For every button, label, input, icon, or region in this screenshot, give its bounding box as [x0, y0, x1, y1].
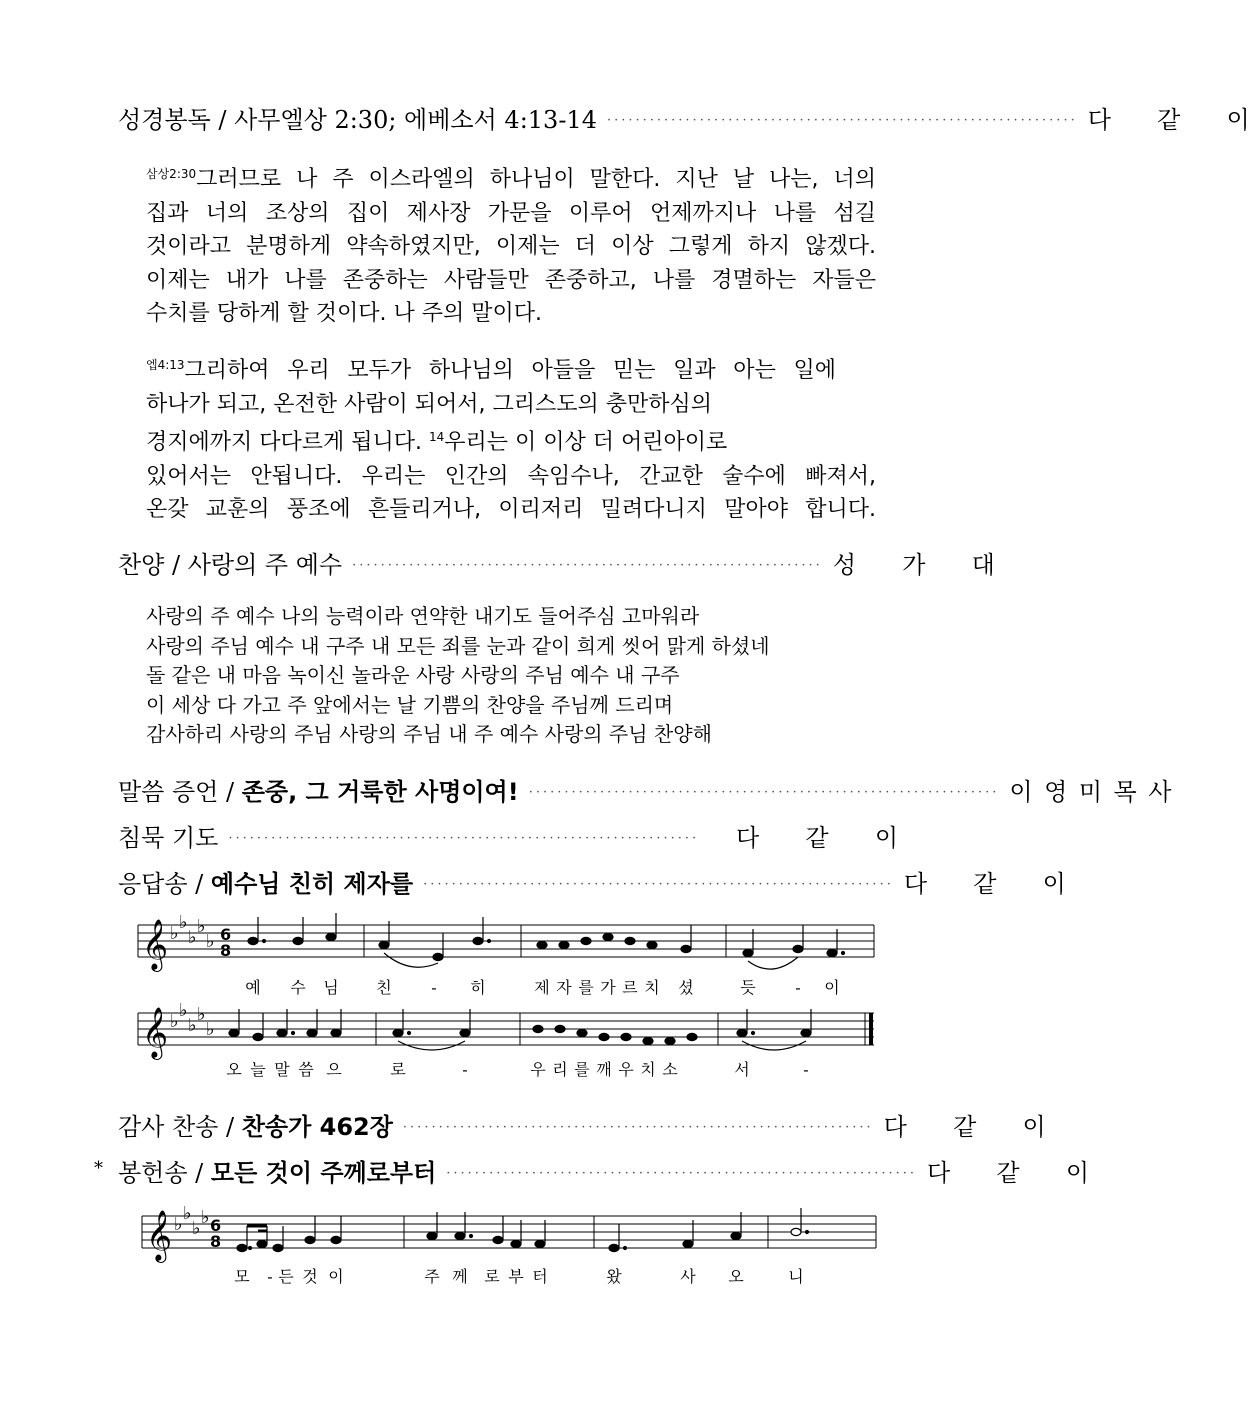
svg-text:가: 가 [600, 978, 616, 997]
svg-text:수: 수 [290, 978, 306, 997]
passage-ephesians: $^{엡4:13}$그리하여 우리 모두가 하나님의 아들을 믿는 일과 아는 일에 하나가 되고, 온전한 사람이 되어서, 그리스도의 충만하심의 경지에까지 다다르게 됩니다. $^{14}$우리는 이 이상 더 어린아이로 있어서는 안됩니다. 우리는 인간의 속임수나, 간교한 술수에 빠져서, 온갖 교훈의 풍조에 흔들리거나, 이리저리 밀려다니지 말아야 합니다. [146, 358, 876, 522]
time-signature [220, 925, 231, 960]
anthem-title: 찬양 / 사랑의 주 예수 [118, 551, 343, 579]
svg-text:부: 부 [508, 1267, 524, 1286]
svg-text:8: 8 [210, 1232, 222, 1251]
sermon-heading: 말씀 증언 / 존중, 그 거룩한 사명이여! ·································································· 이 영 미 목 사 [118, 772, 898, 807]
svg-text:사: 사 [680, 1267, 696, 1286]
svg-text:셨: 셨 [678, 978, 694, 997]
svg-text:-: - [267, 1267, 273, 1286]
svg-text:치: 치 [640, 1060, 656, 1079]
svg-text:-: - [803, 1060, 809, 1079]
svg-text:-: - [795, 978, 801, 997]
leader-dots: ·································································· [228, 831, 700, 846]
prayer-title: 침묵 기도 [118, 824, 219, 852]
svg-text:♭: ♭ [179, 1000, 188, 1021]
svg-text:♭: ♭ [183, 1203, 192, 1224]
svg-text:오: 오 [728, 1267, 744, 1286]
thanks-leader: 다 같 이 [883, 1113, 1046, 1141]
final-barline [869, 1013, 873, 1045]
svg-text:이: 이 [824, 978, 840, 997]
svg-text:♭: ♭ [197, 916, 206, 937]
sermon-title: 존중, 그 거룩한 사명이여! [241, 778, 519, 806]
verse-ref: 엡4:13 [146, 358, 185, 372]
offering-leader: 다 같 이 [927, 1159, 1090, 1187]
lyric-row [226, 1060, 808, 1079]
svg-text:♭: ♭ [206, 931, 215, 952]
svg-text:♭: ♭ [179, 912, 188, 933]
offering-heading: 봉헌송 / 모든 것이 주께로부터 ·································································· 다 같 이 [118, 1153, 898, 1188]
leader-dots: ·································································· [528, 785, 1000, 800]
svg-text:♭: ♭ [170, 1011, 179, 1032]
svg-text:늘: 늘 [250, 1060, 266, 1079]
svg-text:든: 든 [278, 1267, 294, 1286]
svg-text:6: 6 [220, 925, 232, 944]
svg-text:로: 로 [484, 1267, 500, 1286]
verse-ref: 삼상2:30 [146, 167, 197, 181]
anthem-heading [118, 545, 995, 580]
svg-text:터: 터 [532, 1267, 548, 1286]
prayer-leader: 다 같 이 [736, 824, 898, 852]
treble-clef-icon: 𝄞 [146, 1210, 173, 1261]
svg-text:께: 께 [452, 1267, 468, 1286]
svg-text:우: 우 [530, 1060, 546, 1079]
svg-text:님: 님 [323, 978, 339, 997]
svg-text:♭: ♭ [174, 1214, 183, 1235]
svg-text:씀: 씀 [298, 1060, 314, 1079]
svg-text:8: 8 [220, 941, 232, 960]
svg-text:모: 모 [234, 1267, 250, 1286]
response-leader: 다 같 이 [903, 870, 1066, 898]
svg-text:제: 제 [534, 978, 550, 997]
response-title: 예수님 친히 제자를 [210, 870, 414, 898]
passage-samuel: $^{삼상2:30}$그러므로 나 주 이스라엘의 하나님이 말한다. 지난 날 나는, 너의 집과 너의 조상의 집이 제사장 가문을 이루어 언제까지나 나를 섬길 것이라고 분명하게 약속하였지만, 이제는 더 이상 그렇게 하지 않겠다. 이제는 내가 나를 존중하는 사람들만 존중하고, 나를 경멸하는 자들은 수치를 당하게 할 것이다. 나 주의 말이다. [146, 167, 876, 326]
svg-text:니: 니 [788, 1267, 804, 1286]
svg-text:6: 6 [210, 1216, 222, 1235]
offering-title: 모든 것이 주께로부터 [210, 1159, 437, 1187]
key-signature-icon [170, 1000, 215, 1040]
svg-text:♭: ♭ [197, 1004, 206, 1025]
leader-dots: ·································································· [402, 1120, 874, 1135]
standing-mark: * [94, 1158, 103, 1179]
leader-dots: ·································································· [446, 1166, 918, 1181]
thanks-heading: 감사 찬송 / 찬송가 462장 ·································································· 다 같 이 [118, 1107, 898, 1142]
leader-dots: ·································································· [423, 877, 894, 892]
svg-text:를: 를 [578, 978, 594, 997]
response-heading: 응답송 / 예수님 친히 제자를 ·································································· 다 같 이 [118, 864, 898, 899]
key-signature-icon [174, 1203, 210, 1239]
svg-text:♭: ♭ [206, 1019, 215, 1040]
svg-text:를: 를 [574, 1060, 590, 1079]
svg-text:듯: 듯 [740, 978, 756, 997]
svg-text:히: 히 [470, 978, 486, 997]
svg-text:으: 으 [326, 1060, 342, 1079]
slurs [384, 953, 798, 969]
svg-text:오: 오 [226, 1060, 242, 1079]
anthem-lyrics: 사랑의 주 예수 나의 능력이라 연약한 내기도 들어주심 고마워라 사랑의 주님 예수 내 구주 내 모든 죄를 눈과 같이 희게 씻어 맑게 하셨네 돌 같은 내 마음 녹이신 놀라운 사랑 사랑의 주님 예수 내 구주 이 세상 다 가고 주 앞에서는 날 기쁨의 찬양을 주님께 드리며 감사하리 사랑의 주님 사랑의 주님 내 주 예수 사랑의 주님 찬양해 [146, 604, 770, 746]
reading-leader: 다 같 이 [1087, 106, 1250, 134]
svg-text:♭: ♭ [170, 923, 179, 944]
anthem-performer: 성 가 대 [832, 551, 995, 579]
svg-text:깨: 깨 [596, 1060, 612, 1079]
svg-text:치: 치 [644, 978, 660, 997]
thanks-title: 찬송가 462장 [241, 1113, 393, 1141]
response-staff-2 [138, 993, 878, 1088]
treble-clef-icon: 𝄞 [142, 1007, 169, 1058]
svg-text:르: 르 [622, 978, 638, 997]
svg-text:♭: ♭ [192, 1218, 201, 1239]
reading-heading [118, 100, 1250, 135]
svg-text:예: 예 [245, 978, 261, 997]
treble-clef-icon: 𝄞 [142, 919, 169, 970]
svg-text:♭: ♭ [188, 1015, 197, 1036]
svg-text:-: - [462, 1060, 468, 1079]
time-signature [210, 1216, 221, 1251]
svg-text:서: 서 [734, 1060, 750, 1079]
offering-staff [142, 1200, 882, 1295]
sermon-preacher: 이 영 미 목 사 [1009, 778, 1172, 806]
svg-text:♭: ♭ [188, 927, 197, 948]
svg-text:말: 말 [274, 1060, 290, 1079]
prayer-heading [118, 818, 898, 853]
svg-text:왔: 왔 [606, 1267, 622, 1286]
svg-text:소: 소 [662, 1060, 678, 1079]
leader-dots: ·································································· [352, 558, 823, 573]
notes [237, 1208, 809, 1252]
svg-text:자: 자 [556, 978, 572, 997]
svg-text:♭: ♭ [201, 1207, 210, 1228]
verse-number: 14 [429, 430, 445, 444]
svg-text:로: 로 [390, 1060, 406, 1079]
svg-text:-: - [431, 978, 437, 997]
key-signature-icon [170, 912, 215, 952]
svg-text:우: 우 [618, 1060, 634, 1079]
notes [248, 913, 845, 961]
svg-text:리: 리 [552, 1060, 568, 1079]
svg-text:친: 친 [376, 978, 392, 997]
svg-text:것: 것 [302, 1267, 318, 1286]
svg-text:주: 주 [424, 1267, 440, 1286]
reading-title: 성경봉독 / 사무엘상 2:30; 에베소서 4:13-14 [118, 106, 597, 134]
svg-text:이: 이 [328, 1267, 344, 1286]
leader-dots: ·································································· [606, 113, 1078, 128]
response-staff-1 [138, 905, 878, 1000]
lyric-row [234, 1267, 803, 1286]
